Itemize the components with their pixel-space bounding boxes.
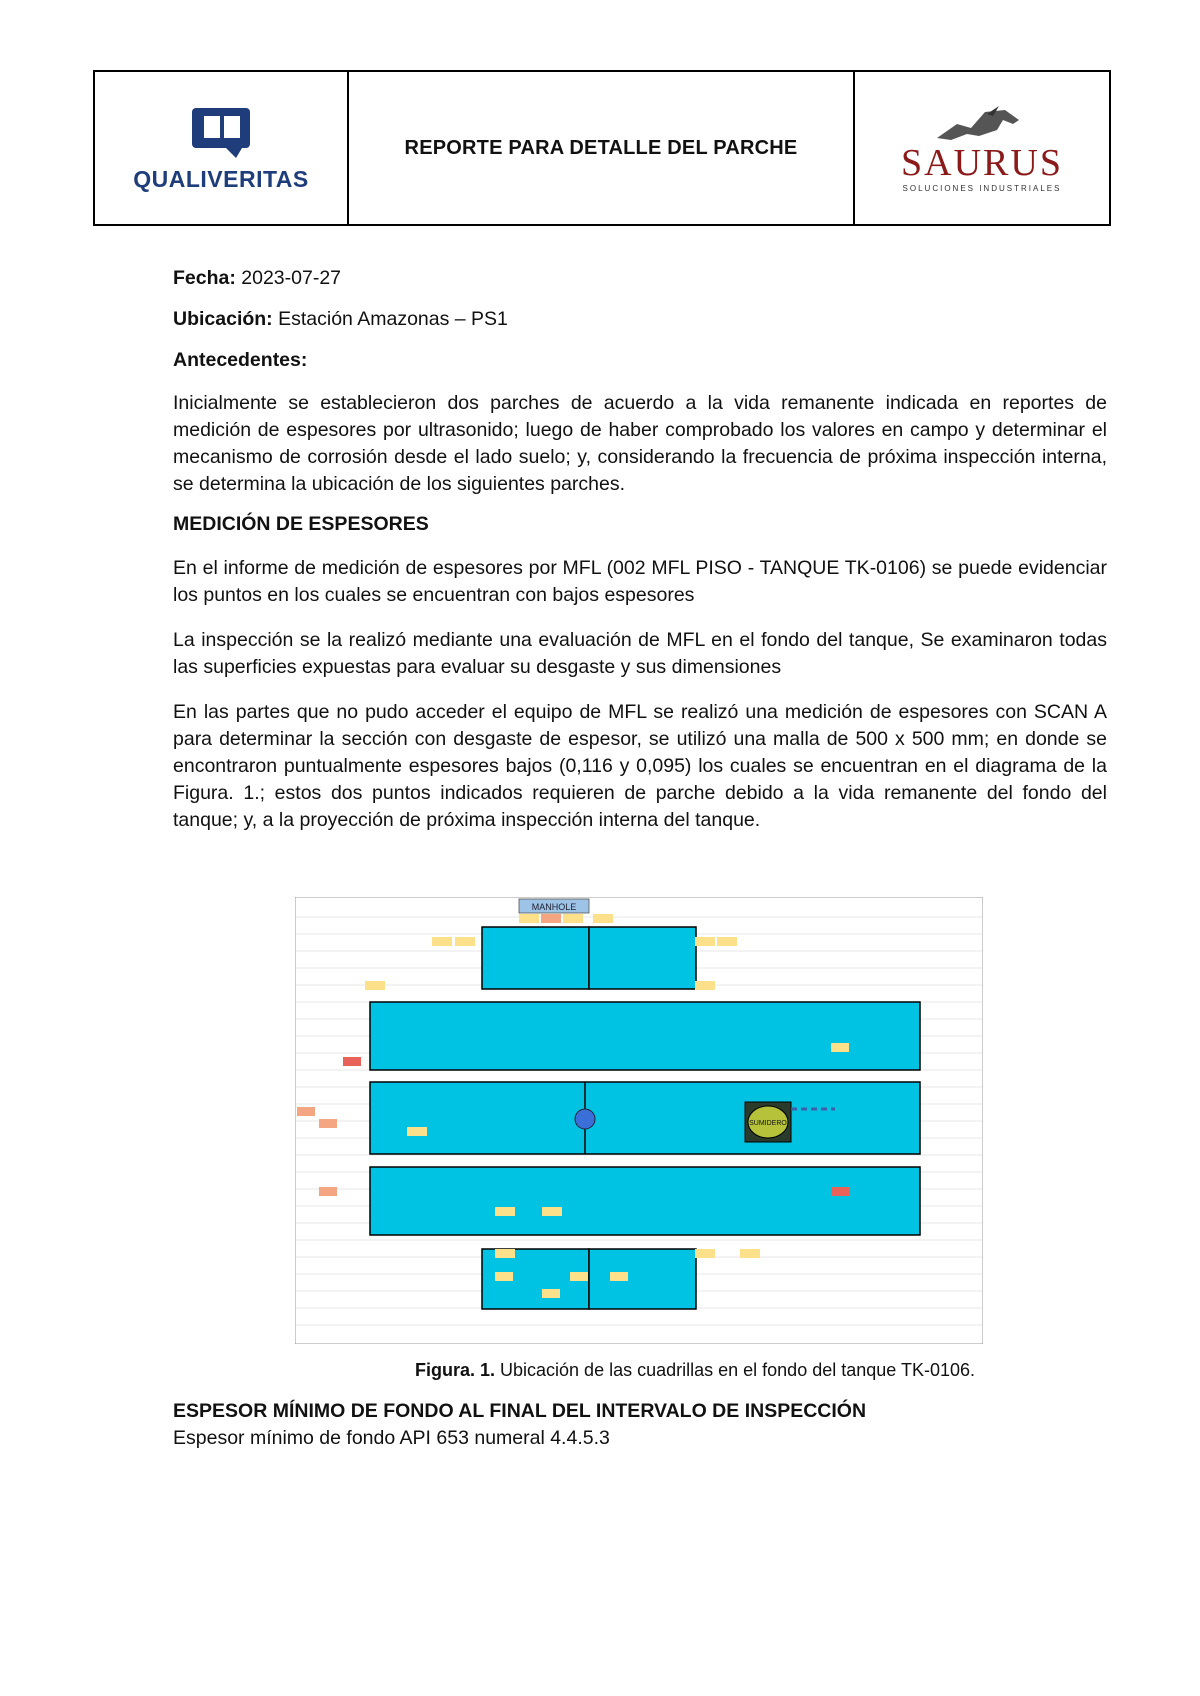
panel-top-left <box>482 927 589 989</box>
figure-caption <box>0 1360 1200 1381</box>
figure-caption-text: Ubicación de las cuadrillas en el fondo del tanque TK-0106. <box>495 1360 975 1380</box>
paragraph-mfl-informe: En el informe de medición de espesores por MFL (002 MFL PISO - TANQUE TK-0106) se puede evidenciar los puntos en los cuales se encuentran con bajos espesores <box>173 557 1107 606</box>
saurus-logo <box>855 72 1109 224</box>
center-post-icon <box>575 1109 595 1129</box>
ubicacion-label: Ubicación: <box>173 308 273 330</box>
panel-top-right <box>589 927 696 989</box>
panel-middle-band <box>370 1082 920 1154</box>
ubicacion-line <box>173 306 1107 333</box>
heading-medicion-espesores: MEDICIÓN DE ESPESORES <box>173 513 429 535</box>
fecha-value: 2023-07-27 <box>235 267 342 289</box>
saurus-tagline: SOLUCIONES INDUSTRIALES <box>902 183 1062 193</box>
fecha-line <box>173 265 1107 292</box>
qualiveritas-logo <box>95 72 349 224</box>
paragraph-inspeccion: La inspección se la realizó mediante una evaluación de MFL en el fondo del tanque, Se examinaron todas las superficies expuestas para evaluar su desgaste y sus dimensiones <box>173 629 1107 678</box>
saurus-wordmark: SAURUS <box>901 141 1063 184</box>
ubicacion-value: Estación Amazonas – PS1 <box>272 308 508 330</box>
figure-caption-label: Figura. 1. <box>415 1360 496 1380</box>
paragraph-antecedentes: Inicialmente se establecieron dos parches de acuerdo a la vida remanente indicada en reportes de medición de espesores por ultrasonido; luego de haber comprobado los valores en campo y determinar el mecanismo de corrosión desde el lado suelo; y, considerando la frecuencia de próxima inspección interna, se determina la ubicación de los siguientes parches. <box>173 392 1107 495</box>
antecedentes-heading: Antecedentes: <box>173 349 308 371</box>
manhole-label: MANHOLE <box>531 902 577 912</box>
qualiveritas-wordmark: QUALIVERITAS <box>133 165 309 192</box>
panel-bottom-right <box>589 1249 696 1309</box>
panel-lower-band <box>370 1167 920 1235</box>
fecha-label: Fecha: <box>173 267 236 289</box>
sumidero-label: SUMIDERO <box>749 1120 787 1127</box>
page-title: REPORTE PARA DETALLE DEL PARCHE <box>349 72 855 224</box>
saurus-dinosaur-icon <box>927 104 1037 144</box>
tank-floor-diagram <box>295 897 983 1344</box>
report-header <box>93 70 1111 226</box>
heading-espesor-minimo: ESPESOR MÍNIMO DE FONDO AL FINAL DEL INTERVALO DE INSPECCIÓN <box>173 1400 867 1422</box>
paragraph-scan-a: En las partes que no pudo acceder el equipo de MFL se realizó una medición de espesores con SCAN A para determinar la sección con desgaste de espesor, se utilizó una malla de 500 x 500 mm; en donde se encontraron puntualmente espesores bajos (0,116 y 0,095) los cuales se encuentran en el diagrama de la Figura. 1.; estos dos puntos indicados requieren de parche debido a la vida remanente del fondo del tanque; y, a la proyección de próxima inspección interna del tanque. <box>173 701 1107 831</box>
panel-upper-band <box>370 1002 920 1070</box>
qualiveritas-mark-icon <box>186 104 256 162</box>
paragraph-api-653: Espesor mínimo de fondo API 653 numeral 4.4.5.3 <box>173 1427 610 1449</box>
